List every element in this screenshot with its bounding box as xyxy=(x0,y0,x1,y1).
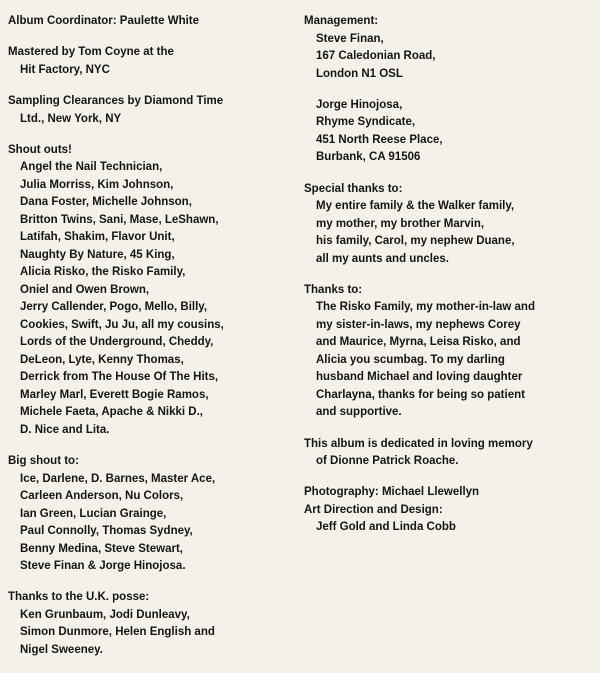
list-item: Nigel Sweeney. xyxy=(20,643,103,656)
credit-line: Sampling Clearances by Diamond Time xyxy=(8,95,224,108)
sampling-credit xyxy=(8,93,290,128)
right-column xyxy=(304,13,594,551)
list-item: Jerry Callender, Pogo, Mello, Billy, xyxy=(20,301,208,314)
list-item: Latifah, Shakim, Flavor Unit, xyxy=(20,231,175,244)
list-item: Angel the Nail Technician, xyxy=(20,161,163,174)
big-shout-section xyxy=(8,453,290,576)
address-line: Jorge Hinojosa, xyxy=(316,98,403,111)
list-item: Paul Connolly, Thomas Sydney, xyxy=(20,525,193,538)
list-item: husband Michael and loving daughter xyxy=(316,371,523,384)
list-item: Naughty By Nature, 45 King, xyxy=(20,248,175,261)
list-item: and supportive. xyxy=(316,406,402,419)
section-heading: Thanks to: xyxy=(304,283,363,296)
shout-outs-section xyxy=(8,142,290,440)
list-item: My entire family & the Walker family, xyxy=(316,200,515,213)
mastering-credit xyxy=(8,44,290,79)
left-column xyxy=(8,13,290,673)
list-item: of Dionne Patrick Roache. xyxy=(316,455,459,468)
list-item: and Maurice, Myrna, Leisa Risko, and xyxy=(316,336,521,349)
list-item: Benny Medina, Steve Stewart, xyxy=(20,542,183,555)
address-line: 451 North Reese Place, xyxy=(316,133,443,146)
list-item: Marley Marl, Everett Bogie Ramos, xyxy=(20,388,209,401)
design-credits xyxy=(304,484,594,537)
art-direction-names: Jeff Gold and Linda Cobb xyxy=(316,521,456,534)
list-item: Ian Green, Lucian Grainge, xyxy=(20,507,167,520)
list-item: Simon Dunmore, Helen English and xyxy=(20,626,215,639)
credit-line: Album Coordinator: Paulette White xyxy=(8,15,200,27)
section-heading: Shout outs! xyxy=(8,143,72,156)
list-item: Charlayna, thanks for being so patient xyxy=(316,388,525,401)
jorge-address xyxy=(304,97,594,167)
special-thanks-section xyxy=(304,181,594,269)
section-heading: Management: xyxy=(304,15,379,27)
list-item: Derrick from The House Of The Hits, xyxy=(20,371,219,384)
list-item: Michele Faeta, Apache & Nikki D., xyxy=(20,406,203,419)
list-item: all my aunts and uncles. xyxy=(316,252,449,265)
credit-line: Ltd., New York, NY xyxy=(20,112,122,125)
address-line: London N1 OSL xyxy=(316,67,403,80)
section-heading: Thanks to the U.K. posse: xyxy=(8,591,150,604)
section-heading: This album is dedicated in loving memory xyxy=(304,437,533,450)
dedication-section xyxy=(304,436,594,471)
list-item: Carleen Anderson, Nu Colors, xyxy=(20,490,184,503)
art-direction-credit: Art Direction and Design: xyxy=(304,503,443,516)
list-item: Alicia Risko, the Risko Family, xyxy=(20,266,186,279)
list-item: Cookies, Swift, Ju Ju, all my cousins, xyxy=(20,318,224,331)
list-item: Ice, Darlene, D. Barnes, Master Ace, xyxy=(20,472,216,485)
list-item: DeLeon, Lyte, Kenny Thomas, xyxy=(20,353,184,366)
list-item: Julia Morriss, Kim Johnson, xyxy=(20,178,174,191)
section-heading: Big shout to: xyxy=(8,455,79,468)
credit-line: Mastered by Tom Coyne at the xyxy=(8,46,174,59)
list-item: The Risko Family, my mother-in-law and xyxy=(316,301,535,314)
credit-line: Hit Factory, NYC xyxy=(20,63,110,76)
list-item: Britton Twins, Sani, Mase, LeShawn, xyxy=(20,213,219,226)
list-item: my mother, my brother Marvin, xyxy=(316,217,485,230)
photography-credit: Photography: Michael Llewellyn xyxy=(304,486,480,499)
list-item: Ken Grunbaum, Jodi Dunleavy, xyxy=(20,608,190,621)
list-item: Steve Finan & Jorge Hinojosa. xyxy=(20,560,186,573)
address-line: Rhyme Syndicate, xyxy=(316,116,416,129)
address-line: 167 Caledonian Road, xyxy=(316,50,436,62)
address-line: Steve Finan, xyxy=(316,32,384,45)
list-item: D. Nice and Lita. xyxy=(20,423,110,436)
list-item: his family, Carol, my nephew Duane, xyxy=(316,235,515,248)
list-item: Lords of the Underground, Cheddy, xyxy=(20,336,214,349)
list-item: Alicia you scumbag. To my darling xyxy=(316,353,505,366)
section-heading: Special thanks to: xyxy=(304,182,403,195)
list-item: Oniel and Owen Brown, xyxy=(20,283,150,296)
coordinator-credit xyxy=(8,13,290,31)
management-section xyxy=(304,13,594,83)
address-line: Burbank, CA 91506 xyxy=(316,151,421,164)
list-item: my sister-in-laws, my nephews Corey xyxy=(316,318,521,331)
thanks-to-section xyxy=(304,282,594,422)
list-item: Dana Foster, Michelle Johnson, xyxy=(20,196,192,209)
